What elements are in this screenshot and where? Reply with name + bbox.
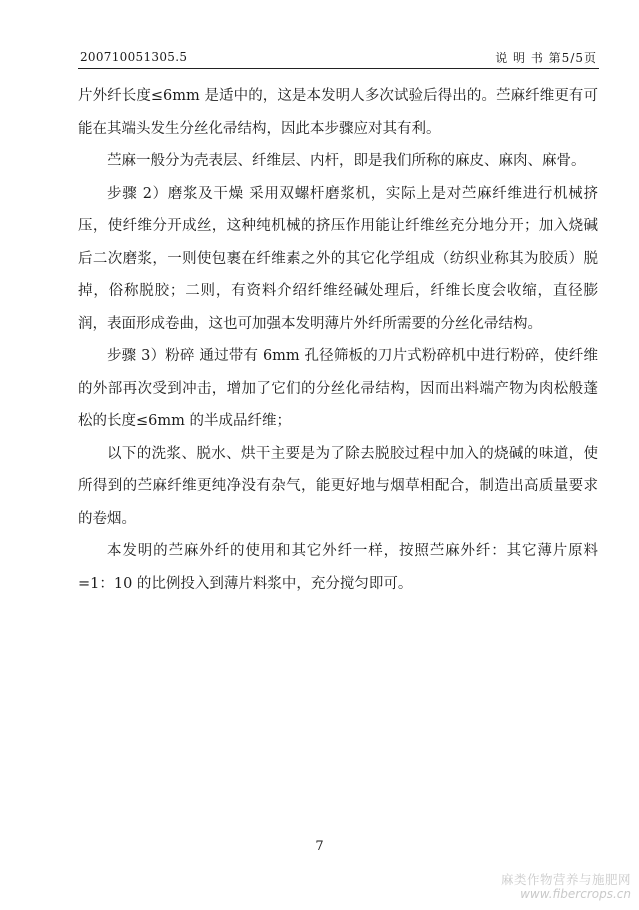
description-body [78,80,598,600]
header-divider [78,68,599,69]
paragraph-ramie-layers: 苎麻一般分为壳表层、纤维层、内杆，即是我们所称的麻皮、麻肉、麻骨。 [107,153,586,169]
page-number: 7 [315,839,324,854]
paragraph-continuation: 片外纤长度≤6mm 是适中的，这是本发明人多次试验后得出的。苎麻纤维更有可能在其端头发生分丝化帚结构，因此本步骤应对其有利。 [78,88,598,137]
header-section-title: 说 明 书 第5/5页 [495,51,597,65]
watermark-url: www.fibercrops.cn [520,887,631,901]
application-number: 200710051305.5 [80,50,188,64]
paragraph-usage: 本发明的苎麻外纤的使用和其它外纤一样，按照苎麻外纤：其它薄片原料=1：10 的比例投入到薄片料浆中，充分搅匀即可。 [78,543,598,592]
paragraph-washing: 以下的洗浆、脱水、烘干主要是为了除去脱胶过程中加入的烧碱的味道，使所得到的苎麻纤维更纯净没有杂气，能更好地与烟草相配合，制造出高质量要求的卷烟。 [78,445,598,527]
paragraph-step-3: 步骤 3）粉碎 通过带有 6mm 孔径筛板的刀片式粉碎机中进行粉碎，使纤维的外部再次受到冲击，增加了它们的分丝化帚结构，因而出料端产物为肉松般蓬松的长度≤6mm 的半成品纤维； [78,348,598,429]
watermark-site-name: 麻类作物营养与施肥网 [500,872,631,887]
paragraph-step-2: 步骤 2）磨浆及干燥 采用双螺杆磨浆机，实际上是对苎麻纤维进行机械挤压，使纤维分开成丝，这种纯机械的挤压作用能让纤维丝充分地分开；加入烧碱后二次磨浆，一则使包裹在纤维素之外的其它化学组成（纺织业称其为胶质）脱掉，俗称脱胶；二则，有资料介绍纤维经碱处理后，纤维长度会收缩，直径膨润，表面形成卷曲，这也可加强本发明薄片外纤所需要的分丝化帚结构。 [78,185,598,332]
site-watermark [501,872,631,902]
